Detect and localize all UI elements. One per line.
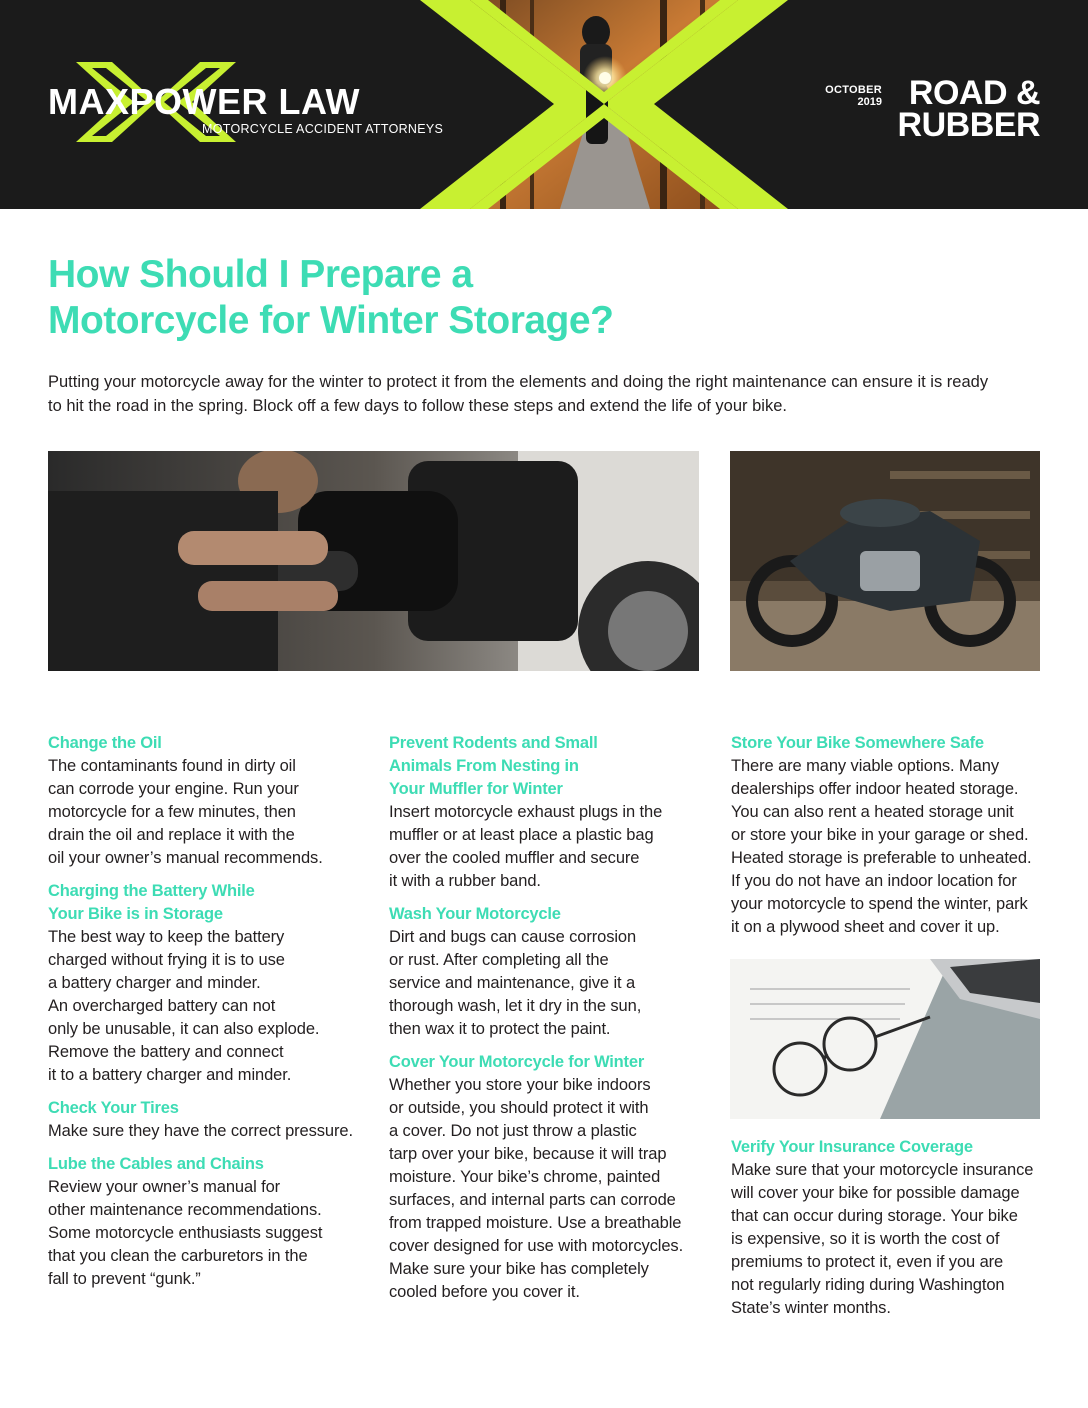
change-oil-body (48, 755, 368, 870)
store-bike-heading (731, 732, 1051, 755)
charging-battery-body (48, 926, 368, 1087)
section-body-line: not regularly riding during Washington (731, 1276, 1005, 1294)
section-body-line: Review your owner’s manual for (48, 1178, 281, 1196)
section-body-line: Some motorcycle enthusiasts suggest (48, 1224, 323, 1242)
section-body-line: tarp over your bike, because it will trap (389, 1145, 667, 1163)
section-body-line: thorough wash, let it dry in the sun, (389, 997, 642, 1015)
section-body-line: State’s winter months. (731, 1299, 891, 1317)
section-heading-line: Prevent Rodents and Small (389, 734, 598, 752)
section-body-line: There are many viable options. Many (731, 757, 999, 775)
section-body-line: The best way to keep the battery (48, 928, 285, 946)
wash-motorcycle-heading (389, 903, 709, 926)
section-body-line: drain the oil and replace it with the (48, 826, 295, 844)
prevent-rodents-body (389, 801, 709, 893)
section-body-line: Make sure your bike has completely (389, 1260, 649, 1278)
section-body-line: only be unusable, it can also explode. (48, 1020, 320, 1038)
check-tires-heading (48, 1097, 368, 1120)
lube-cables-heading (48, 1153, 368, 1176)
prevent-rodents-heading (389, 732, 709, 801)
cover-motorcycle-body (389, 1074, 709, 1304)
section-body-line: it with a rubber band. (389, 872, 541, 890)
store-bike-section (731, 732, 1051, 939)
check-tires-section (48, 1097, 368, 1143)
charging-battery-heading (48, 880, 368, 926)
section-body-line: can corrode your engine. Run your (48, 780, 299, 798)
header-banner (0, 0, 1088, 209)
article-title-line2: Motorcycle for Winter Storage? (48, 299, 614, 342)
section-body-line: from trapped moisture. Use a breathable (389, 1214, 682, 1232)
change-oil-section (48, 732, 368, 870)
issue-year: 2019 (857, 96, 882, 108)
section-body-line: An overcharged battery can not (48, 997, 276, 1015)
article-title (48, 252, 948, 344)
article-column-2 (389, 732, 709, 1314)
section-body-line: Make sure that your motorcycle insurance (731, 1161, 1034, 1179)
section-body-line: it on a plywood sheet and cover it up. (731, 918, 1000, 936)
section-body-line: Insert motorcycle exhaust plugs in the (389, 803, 663, 821)
article-title-line1: How Should I Prepare a (48, 253, 473, 296)
section-body-line: over the cooled muffler and secure (389, 849, 640, 867)
section-body-line: If you do not have an indoor location for (731, 872, 1017, 890)
section-heading-line: Charging the Battery While (48, 882, 255, 900)
intro-line2: to hit the road in the spring. Block off a few days to follow these steps and extend the life of your bike. (48, 396, 787, 415)
section-body-line: oil your owner’s manual recommends. (48, 849, 323, 867)
section-heading-line: Check Your Tires (48, 1099, 179, 1117)
section-body-line: Dirt and bugs can cause corrosion (389, 928, 637, 946)
article-intro (48, 371, 1008, 418)
cover-motorcycle-heading (389, 1051, 709, 1074)
section-body-line: You can also rent a heated storage unit (731, 803, 1014, 821)
section-heading-line: Verify Your Insurance Coverage (731, 1138, 973, 1156)
section-heading-line: Store Your Bike Somewhere Safe (731, 734, 984, 752)
section-body-line: then wax it to protect the paint. (389, 1020, 611, 1038)
section-body-line: Whether you store your bike indoors (389, 1076, 651, 1094)
newsletter-masthead (810, 74, 1040, 144)
section-heading-line: Cover Your Motorcycle for Winter (389, 1053, 645, 1071)
section-body-line: cover designed for use with motorcycles. (389, 1237, 684, 1255)
article-column-1 (48, 732, 368, 1301)
newsletter-title-line2: RUBBER (897, 106, 1040, 144)
garage-motorcycle-photo (730, 451, 1040, 671)
store-bike-body (731, 755, 1051, 939)
section-body-line: or outside, you should protect it with (389, 1099, 649, 1117)
section-body-line: service and maintenance, give it a (389, 974, 636, 992)
section-body-line: or store your bike in your garage or shed. (731, 826, 1029, 844)
section-heading-line: Your Muffler for Winter (389, 780, 563, 798)
section-body-line: it to a battery charger and minder. (48, 1066, 292, 1084)
brand-name: MAXPOWER LAW (48, 81, 360, 122)
wash-motorcycle-body (389, 926, 709, 1041)
lube-cables-section (48, 1153, 368, 1291)
section-body-line: your motorcycle to spend the winter, park (731, 895, 1028, 913)
cover-motorcycle-section (389, 1051, 709, 1304)
lube-cables-body (48, 1176, 368, 1291)
article-column-3-bottom (731, 1136, 1051, 1330)
article-column-3-top (731, 732, 1051, 949)
section-body-line: Heated storage is preferable to unheated. (731, 849, 1032, 867)
section-body-line: muffler or at least place a plastic bag (389, 826, 654, 844)
section-body-line: moisture. Your bike’s chrome, painted (389, 1168, 661, 1186)
section-body-line: fall to prevent “gunk.” (48, 1270, 201, 1288)
brand-tagline: MOTORCYCLE ACCIDENT ATTORNEYS (202, 122, 444, 136)
intro-line1: Putting your motorcycle away for the winter to protect it from the elements and doing the right maintenance can ensure it is ready (48, 373, 989, 391)
section-heading-line: Change the Oil (48, 734, 162, 752)
section-body-line: motorcycle for a few minutes, then (48, 803, 296, 821)
check-tires-body (48, 1120, 368, 1143)
section-body-line: or rust. After completing all the (389, 951, 609, 969)
verify-insurance-heading (731, 1136, 1051, 1159)
section-body-line: dealerships offer indoor heated storage. (731, 780, 1019, 798)
section-body-line: other maintenance recommendations. (48, 1201, 322, 1219)
section-heading-line: Your Bike is in Storage (48, 905, 223, 923)
issue-month: OCTOBER (825, 84, 882, 96)
section-body-line: cooled before you cover it. (389, 1283, 580, 1301)
verify-insurance-section (731, 1136, 1051, 1320)
section-body-line: is expensive, so it is worth the cost of (731, 1230, 1000, 1248)
section-heading-line: Animals From Nesting in (389, 757, 579, 775)
section-heading-line: Wash Your Motorcycle (389, 905, 561, 923)
section-body-line: The contaminants found in dirty oil (48, 757, 296, 775)
section-body-line: charged without frying it is to use (48, 951, 285, 969)
newsletter-title-line1: ROAD & (908, 74, 1040, 112)
section-body-line: a cover. Do not just throw a plastic (389, 1122, 637, 1140)
section-body-line: that you clean the carburetors in the (48, 1247, 308, 1265)
change-oil-heading (48, 732, 368, 755)
section-heading-line: Lube the Cables and Chains (48, 1155, 264, 1173)
section-body-line: a battery charger and minder. (48, 974, 261, 992)
eyeglasses-documents-photo (730, 959, 1040, 1119)
section-body-line: that can occur during storage. Your bike (731, 1207, 1018, 1225)
section-body-line: will cover your bike for possible damage (731, 1184, 1020, 1202)
section-body-line: Remove the battery and connect (48, 1043, 284, 1061)
brand-logo[interactable] (48, 62, 444, 142)
prevent-rodents-section (389, 732, 709, 893)
section-body-line: Make sure they have the correct pressure. (48, 1122, 353, 1140)
wash-motorcycle-section (389, 903, 709, 1041)
section-body-line: premiums to protect it, even if you are (731, 1253, 1004, 1271)
charging-battery-section (48, 880, 368, 1087)
mechanic-photo (48, 451, 699, 671)
section-body-line: surfaces, and internal parts can corrode (389, 1191, 676, 1209)
verify-insurance-body (731, 1159, 1051, 1320)
